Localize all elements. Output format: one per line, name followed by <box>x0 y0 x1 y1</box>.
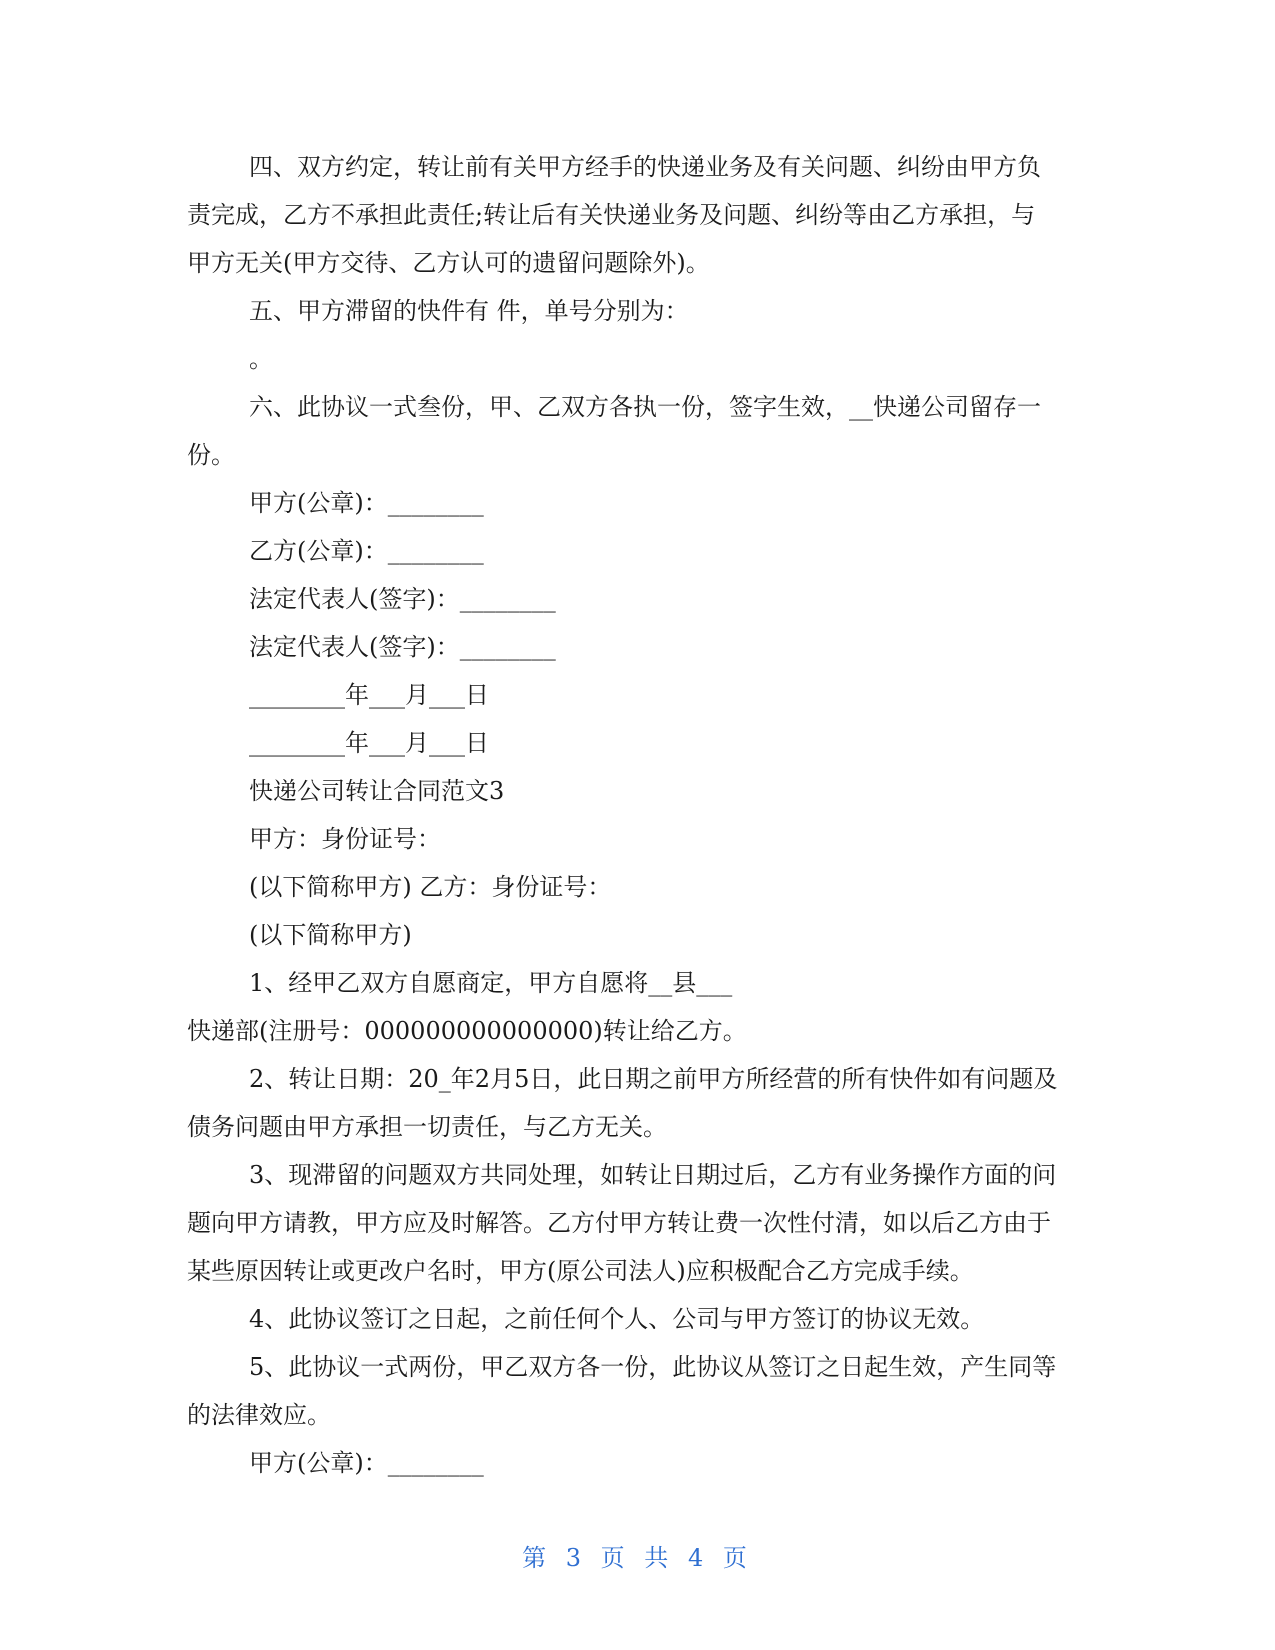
page-footer: 第 3 页 共 4 页 <box>522 1544 753 1572</box>
document-line: 甲方(公章)：________ <box>249 1449 484 1477</box>
document-line: 5、此协议一式两份，甲乙双方各一份，此协议从签订之日起生效，产生同等 <box>249 1353 1057 1381</box>
document-line: ________年___月___日 <box>249 729 489 757</box>
document-line: 责完成，乙方不承担此责任;转让后有关快递业务及问题、纠纷等由乙方承担，与 <box>187 201 1036 229</box>
document-line: 甲方：身份证号： <box>249 825 441 853</box>
document-line: (以下简称甲方) 乙方：身份证号： <box>249 873 612 901</box>
document-line: 债务问题由甲方承担一切责任，与乙方无关。 <box>187 1113 667 1141</box>
document-line: 法定代表人(签字)：________ <box>249 633 556 661</box>
document-line: 题向甲方请教，甲方应及时解答。乙方付甲方转让费一次性付清，如以后乙方由于 <box>187 1209 1051 1237</box>
document-body <box>187 143 1092 1487</box>
document-line: 四、双方约定，转让前有关甲方经手的快递业务及有关问题、纠纷由甲方负 <box>249 153 1041 181</box>
document-line: 份。 <box>187 441 235 469</box>
document-line: 法定代表人(签字)：________ <box>249 585 556 613</box>
document-line: 3、现滞留的问题双方共同处理，如转让日期过后，乙方有业务操作方面的问 <box>249 1161 1057 1189</box>
document-line: 1、经甲乙双方自愿商定，甲方自愿将__县___ <box>249 969 733 997</box>
document-line: 2、转让日期：20_年2月5日，此日期之前甲方所经营的所有快件如有问题及 <box>249 1065 1058 1093</box>
document-line: 快递公司转让合同范文3 <box>249 777 505 805</box>
document-line: 4、此协议签订之日起，之前任何个人、公司与甲方签订的协议无效。 <box>249 1305 985 1333</box>
document-line: 快递部(注册号：000000000000000)转让给乙方。 <box>187 1017 747 1045</box>
document-line: 乙方(公章)：________ <box>249 537 484 565</box>
document-line: 五、甲方滞留的快件有 件，单号分别为： <box>249 297 689 325</box>
document-line: 甲方(公章)：________ <box>249 489 484 517</box>
document-line: 甲方无关(甲方交待、乙方认可的遗留问题除外)。 <box>187 249 710 277</box>
document-line: 某些原因转让或更改户名时，甲方(原公司法人)应积极配合乙方完成手续。 <box>187 1257 974 1285</box>
document-line: 。 <box>249 345 273 373</box>
document-line: ________年___月___日 <box>249 681 489 709</box>
document-line: 六、此协议一式叁份，甲、乙双方各执一份，签字生效，__快递公司留存一 <box>249 393 1041 421</box>
document-line: 的法律效应。 <box>187 1401 331 1429</box>
document-line: (以下简称甲方) <box>249 921 412 949</box>
